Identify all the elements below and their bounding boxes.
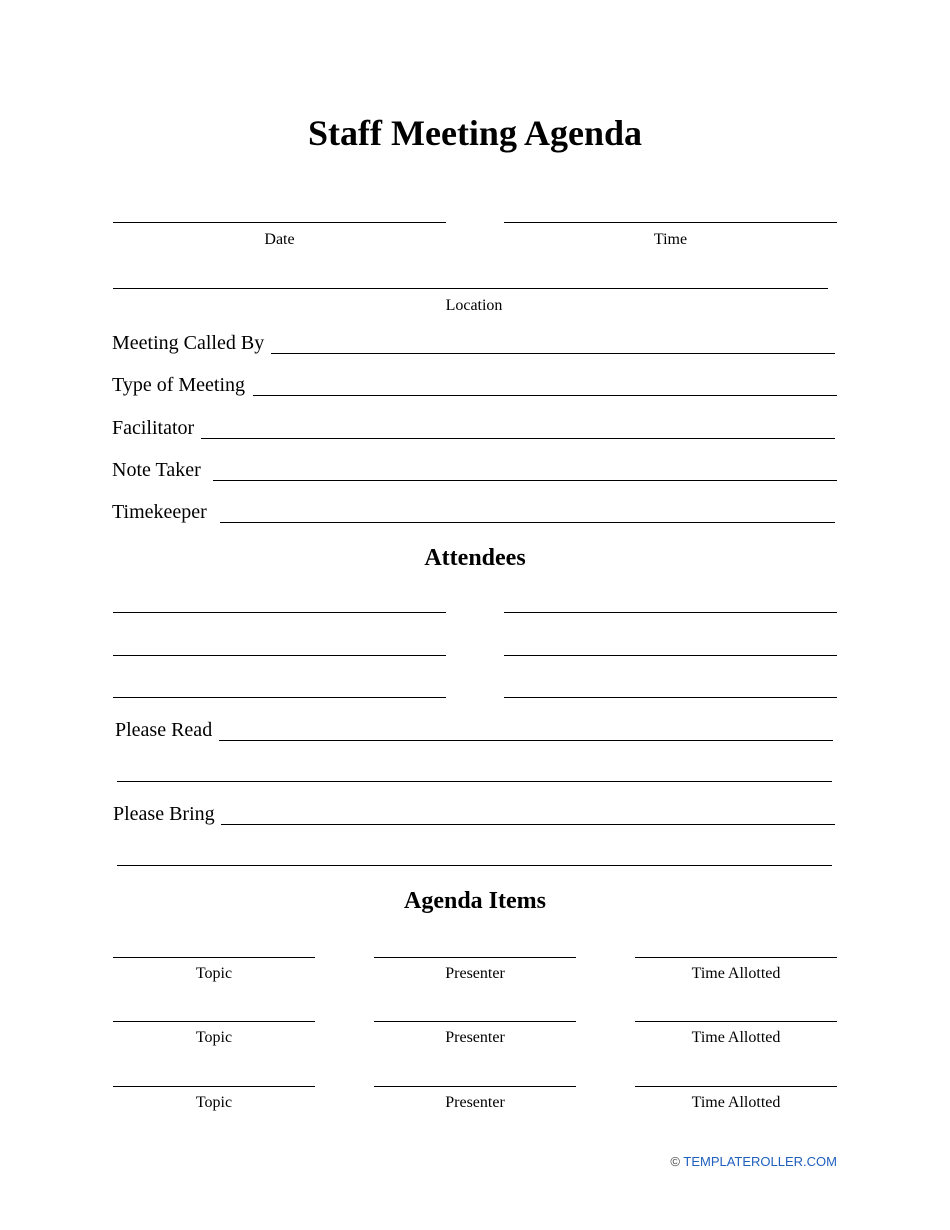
attendee-line[interactable] [113,612,446,613]
location-line[interactable] [113,288,828,289]
presenter-line[interactable] [374,957,576,958]
presenter-line[interactable] [374,1021,576,1022]
presenter-label: Presenter [445,1094,505,1111]
timekeeper-label: Timekeeper [112,501,207,523]
attendee-line[interactable] [504,697,837,698]
please-bring-label: Please Bring [113,803,215,825]
attendee-line[interactable] [504,612,837,613]
time-allotted-line[interactable] [635,1086,837,1087]
topic-line[interactable] [113,1086,315,1087]
topic-label: Topic [195,1029,233,1046]
time-allotted-label: Time Allotted [691,1094,781,1111]
please-read-line[interactable] [219,740,833,741]
please-bring-line-2[interactable] [117,865,832,866]
attendee-line[interactable] [113,697,446,698]
page-title: Staff Meeting Agenda [308,113,642,153]
date-label: Date [264,231,295,248]
copyright-symbol: © [670,1154,680,1169]
attendees-heading: Attendees [424,545,526,571]
topic-label: Topic [195,965,233,982]
note-taker-label: Note Taker [112,459,201,481]
attendee-line[interactable] [504,655,837,656]
time-allotted-label: Time Allotted [691,965,781,982]
please-read-line-2[interactable] [117,781,832,782]
time-allotted-label: Time Allotted [691,1029,781,1046]
templateroller-link[interactable]: TEMPLATEROLLER.COM [683,1154,837,1169]
presenter-label: Presenter [445,965,505,982]
facilitator-label: Facilitator [112,417,195,439]
timekeeper-line[interactable] [220,522,835,523]
type-of-meeting-line[interactable] [253,395,837,396]
type-of-meeting-label: Type of Meeting [112,374,246,396]
attendee-line[interactable] [113,655,446,656]
note-taker-line[interactable] [213,480,837,481]
time-allotted-line[interactable] [635,1021,837,1022]
topic-label: Topic [195,1094,233,1111]
meeting-called-by-label: Meeting Called By [112,332,265,354]
agenda-items-heading: Agenda Items [404,888,546,914]
facilitator-line[interactable] [201,438,835,439]
meeting-called-by-line[interactable] [271,353,835,354]
date-line[interactable] [113,222,446,223]
presenter-label: Presenter [445,1029,505,1046]
time-line[interactable] [504,222,837,223]
location-label: Location [445,297,503,314]
please-read-label: Please Read [115,719,213,741]
topic-line[interactable] [113,1021,315,1022]
time-label: Time [653,231,688,248]
please-bring-line[interactable] [221,824,835,825]
footer [670,1154,837,1169]
time-allotted-line[interactable] [635,957,837,958]
presenter-line[interactable] [374,1086,576,1087]
topic-line[interactable] [113,957,315,958]
